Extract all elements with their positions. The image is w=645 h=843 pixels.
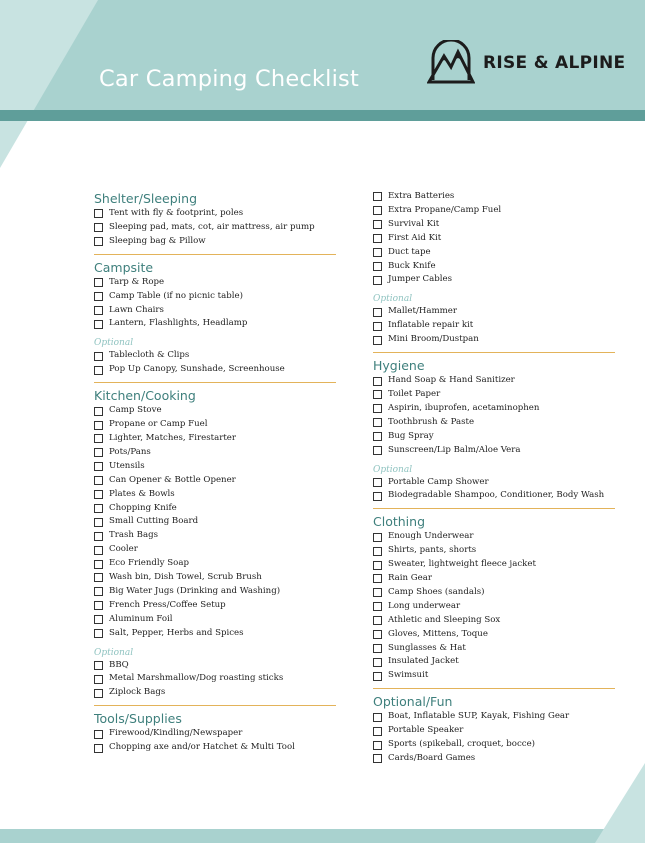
checklist-item[interactable] [373,489,615,503]
checkbox[interactable] [373,220,382,229]
checklist-item-label: Extra Propane/Camp Fuel [388,204,502,215]
checklist-item-label: Utensils [109,460,145,471]
checklist-item-label: Aluminum Foil [109,613,173,624]
checklist-item-label: Toothbrush & Paste [388,416,475,427]
checklist-item-label: Ziplock Bags [109,687,166,698]
checklist-item-label: Inflatable repair kit [388,320,474,331]
checklist-item[interactable] [94,276,336,290]
checkbox[interactable] [94,434,103,443]
section-tools-supplies [94,705,336,755]
checklist [373,190,615,287]
checklist-item[interactable] [373,190,615,204]
checklist-item[interactable] [373,530,615,544]
checklist [373,476,615,504]
checkbox[interactable] [94,320,103,329]
checklist-item-label: Enough Underwear [388,531,474,542]
checklist-item[interactable] [373,710,615,724]
checklist-item[interactable] [94,418,336,432]
checkbox[interactable] [94,661,103,670]
checklist-item[interactable] [94,221,336,235]
checklist-item-label: Camp Table (if no picnic table) [109,290,243,301]
checkbox[interactable] [373,630,382,639]
checkbox[interactable] [373,492,382,501]
checkbox[interactable] [94,209,103,218]
checklist-item[interactable] [94,502,336,516]
checklist-item[interactable] [373,402,615,416]
checklist-item[interactable] [373,724,615,738]
checklist-item-label: Sunglasses & Hat [388,642,466,653]
section-optional-fun [373,688,615,766]
optional-label: Optional [94,647,134,658]
checkbox[interactable] [94,407,103,416]
checklist-item-label: Rain Gear [388,573,432,584]
section-shelter-sleeping [94,190,336,249]
checklist-item[interactable] [94,613,336,627]
checklist-item-label: Pop Up Canopy, Sunshade, Screenhouse [109,364,285,375]
checklist [373,530,615,683]
checklist-item[interactable] [94,363,336,377]
checklist-item-label: Hand Soap & Hand Sanitizer [388,375,515,386]
checkbox[interactable] [94,675,103,684]
checklist-item-label: Gloves, Mittens, Toque [388,628,488,639]
checklist-item-label: Lantern, Flashlights, Headlamp [109,318,248,329]
checkbox[interactable] [94,601,103,610]
checklist-item[interactable] [94,474,336,488]
checkbox[interactable] [373,418,382,427]
checklist-item[interactable] [373,218,615,232]
checklist-item-label: Portable Speaker [388,725,464,736]
checklist-item[interactable] [373,544,615,558]
checklist-item[interactable] [373,388,615,402]
checklist-item[interactable] [373,319,615,333]
checklist-item[interactable] [373,232,615,246]
checklist-item-label: French Press/Coffee Setup [109,599,226,610]
corner-decoration-bottom-right [595,763,645,843]
checklist-item-label: Mallet/Hammer [388,306,457,317]
checklist-item[interactable] [373,738,615,752]
header-band [0,110,645,121]
section-divider [373,688,615,689]
optional-label: Optional [94,338,134,349]
checklist-item[interactable] [94,446,336,460]
checkbox[interactable] [373,672,382,681]
page-title: Car Camping Checklist [99,66,360,92]
section-title: Clothing [373,514,426,530]
section-divider [94,382,336,383]
checklist-item-label: Camp Shoes (sandals) [388,586,485,597]
section-hygiene [373,352,615,503]
checklist [94,276,336,332]
checklist-item[interactable] [94,627,336,641]
checkbox[interactable] [373,446,382,455]
checklist-item-label: Aspirin, ibuprofen, acetaminophen [388,402,540,413]
optional-label: Optional [373,294,413,305]
checkbox[interactable] [94,237,103,246]
section-clothing [373,508,615,683]
checklist-item[interactable] [94,317,336,331]
checkbox[interactable] [373,478,382,487]
checklist-item-label: Wash bin, Dish Towel, Scrub Brush [109,572,262,583]
footer-band [0,829,645,843]
checklist-item-label: Tablecloth & Clips [109,350,190,361]
checkbox[interactable] [373,616,382,625]
checkbox[interactable] [94,223,103,232]
checklist [373,710,615,766]
checkbox[interactable] [373,206,382,215]
checkbox[interactable] [94,546,103,555]
checklist-item[interactable] [373,260,615,274]
checkbox[interactable] [94,448,103,457]
checklist-item[interactable] [373,642,615,656]
checklist-item-label: Sweater, lightweight fleece jacket [388,559,536,570]
checklist-item-label: Buck Knife [388,260,436,271]
section-misc [373,190,615,347]
checkbox[interactable] [94,532,103,541]
checklist [373,374,615,457]
checkbox[interactable] [94,490,103,499]
checklist-item-label: First Aid Kit [388,232,442,243]
checkbox[interactable] [94,518,103,527]
checkbox[interactable] [373,248,382,257]
checklist-item-label: Metal Marshmallow/Dog roasting sticks [109,673,284,684]
checklist-item[interactable] [373,558,615,572]
checklist-item-label: Pots/Pans [109,446,151,457]
checklist-item-label: Survival Kit [388,218,440,229]
checkbox[interactable] [94,476,103,485]
checkbox[interactable] [373,658,382,667]
checklist-item[interactable] [94,529,336,543]
checklist-item-label: Cooler [109,544,138,555]
checklist-item[interactable] [94,432,336,446]
checkbox[interactable] [94,352,103,361]
checkbox[interactable] [94,462,103,471]
section-kitchen-cooking [94,382,336,700]
checklist-item-label: Chopping axe and/or Hatchet & Multi Tool [109,742,295,753]
section-title: Kitchen/Cooking [94,388,196,404]
checkbox[interactable] [373,276,382,285]
checkbox[interactable] [94,615,103,624]
checkbox[interactable] [94,421,103,430]
checklist-item[interactable] [94,585,336,599]
checklist-item[interactable] [373,669,615,683]
checklist-item-label: Tent with fly & footprint, poles [109,208,244,218]
checklist [94,349,336,377]
checklist-item-label: Mini Broom/Dustpan [388,334,479,345]
checkbox[interactable] [373,377,382,386]
checklist-item[interactable] [373,600,615,614]
right-column [373,190,615,770]
checkbox[interactable] [373,574,382,583]
checkbox[interactable] [373,308,382,317]
checklist-item-label: Eco Friendly Soap [109,558,189,569]
checkbox[interactable] [94,744,103,753]
checklist-item[interactable] [373,586,615,600]
checklist-item[interactable] [94,557,336,571]
checklist-item[interactable] [94,404,336,418]
section-title: Shelter/Sleeping [94,191,198,206]
checklist-item-label: Duct tape [388,246,431,257]
checklist-item-label: Can Opener & Bottle Opener [109,474,236,485]
checkbox[interactable] [373,432,382,441]
section-divider [94,254,336,255]
section-title: Hygiene [373,358,425,374]
left-column [94,190,336,759]
section-divider [373,352,615,353]
corner-decoration-top-left [0,0,100,170]
checklist-item-label: Cards/Board Games [388,753,476,763]
checklist-item[interactable] [373,374,615,388]
checklist-item[interactable] [373,305,615,319]
checkbox[interactable] [373,588,382,597]
checklist-item[interactable] [94,235,336,249]
checkbox[interactable] [373,404,382,413]
checklist-item[interactable] [373,273,615,287]
checkbox[interactable] [94,560,103,569]
optional-label: Optional [373,464,413,475]
checklist-item[interactable] [94,460,336,474]
checklist-item[interactable] [94,515,336,529]
checklist-item[interactable] [373,628,615,642]
checklist-item-label: Propane or Camp Fuel [109,419,208,430]
checkbox[interactable] [94,730,103,739]
checklist-item-label: Firewood/Kindling/Newspaper [109,728,243,739]
checkbox[interactable] [373,390,382,399]
checkbox[interactable] [373,192,382,201]
checkbox[interactable] [94,504,103,513]
section-title: Campsite [94,259,154,275]
section-campsite [94,254,336,377]
checkbox[interactable] [373,533,382,542]
checklist-item-label: Bug Spray [388,430,434,441]
checklist [94,727,336,755]
brand-name: RISE & ALPINE [483,53,626,73]
checkbox[interactable] [373,727,382,736]
checklist-item[interactable] [94,741,336,755]
checklist-item-label: Insulated Jacket [388,656,459,667]
checklist-item-label: Athletic and Sleeping Sox [388,614,501,625]
checklist-item[interactable] [373,444,615,458]
checklist-item[interactable] [94,304,336,318]
checklist-item[interactable] [373,416,615,430]
checklist-item-label: Small Cutting Board [109,516,199,527]
checkbox[interactable] [373,336,382,345]
checklist-item-label: Sports (spikeball, croquet, bocce) [388,739,536,750]
checklist-item-label: Swimsuit [388,670,429,681]
checklist [94,659,336,701]
checkbox[interactable] [94,587,103,596]
checklist-item-label: Lighter, Matches, Firestarter [109,432,236,443]
checkbox[interactable] [94,629,103,638]
checklist-item[interactable] [373,476,615,490]
checklist-item-label: Plates & Bowls [109,488,175,499]
brand-logo [427,40,625,86]
checkbox[interactable] [373,741,382,750]
checkbox[interactable] [373,322,382,331]
checklist-item-label: Portable Camp Shower [388,476,489,487]
checkbox[interactable] [373,713,382,722]
checklist-item[interactable] [94,543,336,557]
section-title: Tools/Supplies [94,711,182,727]
checklist-item-label: Jumper Cables [388,274,452,285]
checklist-item[interactable] [373,614,615,628]
section-title: Optional/Fun [373,694,453,710]
checklist-item-label: Salt, Pepper, Herbs and Spices [109,627,244,638]
checkbox[interactable] [373,602,382,611]
section-divider [373,508,615,509]
checkbox[interactable] [94,573,103,582]
checklist-item-label: Lawn Chairs [109,304,164,315]
checklist-item[interactable] [373,333,615,347]
checklist-item[interactable] [373,572,615,586]
checklist-item-label: Sunscreen/Lip Balm/Aloe Vera [388,444,521,455]
checklist-item-label: BBQ [109,659,129,670]
checklist-item[interactable] [94,727,336,741]
checkbox[interactable] [94,366,103,375]
checklist-item[interactable] [94,349,336,363]
checklist-item-label: Camp Stove [109,405,162,416]
checklist-item-label: Chopping Knife [109,502,177,513]
checklist-item[interactable] [94,290,336,304]
checklist-item[interactable] [94,599,336,613]
mountain-logo-icon [427,40,475,86]
checklist-item[interactable] [373,752,615,766]
checklist-item[interactable] [373,655,615,669]
checklist-item-label: Shirts, pants, shorts [388,545,477,556]
checklist-item-label: Boat, Inflatable SUP, Kayak, Fishing Gear [388,711,570,722]
checklist-item-label: Biodegradable Shampoo, Conditioner, Body Wash [388,490,605,501]
checklist-item-label: Tarp & Rope [109,276,165,287]
checklist-item[interactable] [94,659,336,673]
checklist-item[interactable] [373,246,615,260]
checklist-item[interactable] [94,686,336,700]
checklist-item-label: Long underwear [388,600,461,611]
checkbox[interactable] [373,234,382,243]
checklist [94,404,336,640]
checklist-item[interactable] [373,430,615,444]
section-divider [94,705,336,706]
checklist-item-label: Big Water Jugs (Drinking and Washing) [109,585,281,596]
checkbox[interactable] [373,262,382,271]
checkbox[interactable] [94,689,103,698]
checklist-item[interactable] [94,571,336,585]
checklist-item-label: Sleeping bag & Pillow [109,235,206,246]
checkbox[interactable] [373,561,382,570]
checkbox[interactable] [373,644,382,653]
checkbox[interactable] [94,278,103,287]
checklist-item-label: Extra Batteries [388,191,455,201]
checklist-item[interactable] [94,488,336,502]
checklist-item-label: Trash Bags [109,530,158,541]
checkbox[interactable] [373,547,382,556]
checkbox[interactable] [94,306,103,315]
checklist-item[interactable] [373,204,615,218]
checklist [373,305,615,347]
checklist-item-label: Toilet Paper [388,388,441,399]
checkbox[interactable] [373,754,382,763]
checklist [94,207,336,249]
checklist-item-label: Sleeping pad, mats, cot, air mattress, air pump [109,221,315,232]
checkbox[interactable] [94,292,103,301]
checklist-item[interactable] [94,672,336,686]
checklist-item[interactable] [94,207,336,221]
